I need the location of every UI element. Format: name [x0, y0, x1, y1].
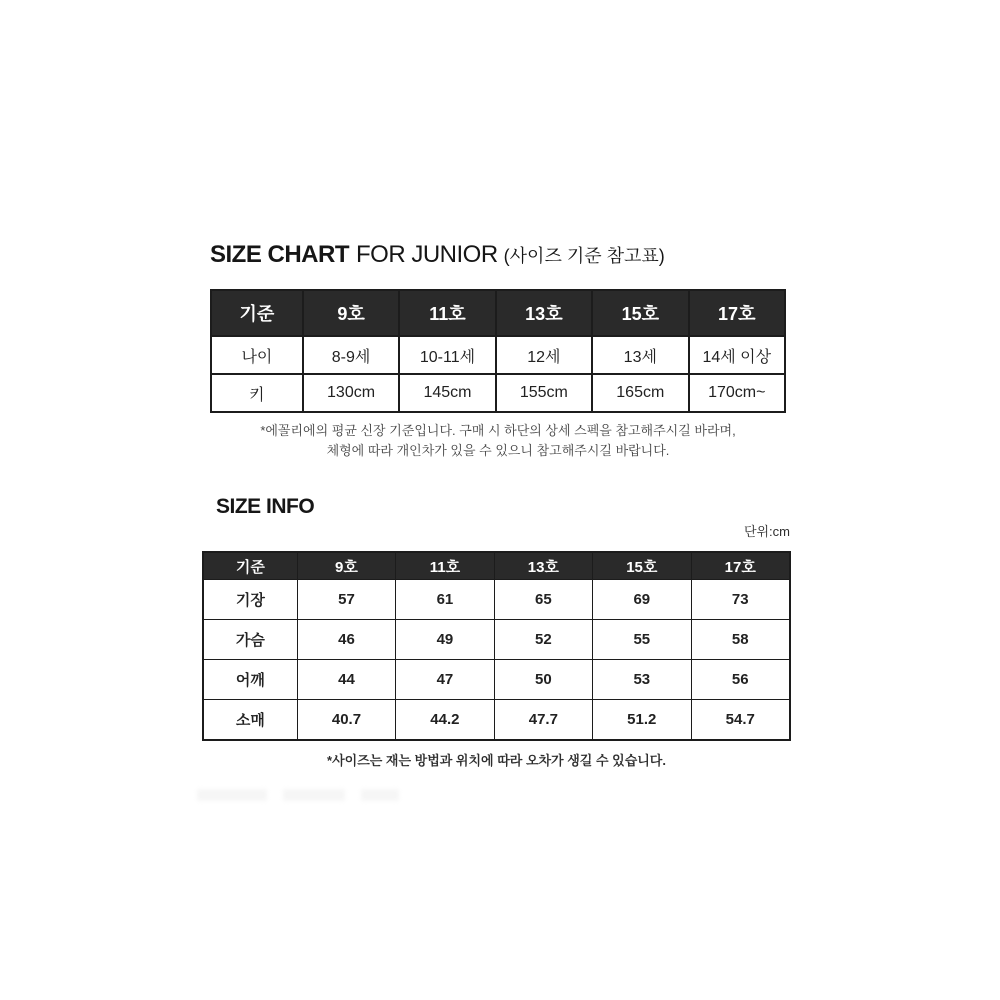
value-cell: 47	[396, 660, 494, 700]
value-cell: 73	[691, 580, 790, 620]
value-cell: 170cm~	[689, 374, 785, 412]
value-cell: 44.2	[396, 700, 494, 740]
value-cell: 53	[593, 660, 691, 700]
value-cell: 69	[593, 580, 691, 620]
title-korean: (사이즈 기준 참고표)	[503, 246, 665, 266]
value-cell: 40.7	[297, 700, 395, 740]
junior-size-table	[210, 289, 786, 413]
value-cell: 47.7	[494, 700, 592, 740]
header-cell: 11호	[396, 553, 494, 580]
value-cell: 10-11세	[399, 336, 495, 374]
value-cell: 130cm	[303, 374, 399, 412]
size-info-table	[203, 552, 790, 740]
size-info-header-row	[204, 553, 790, 580]
value-cell: 50	[494, 660, 592, 700]
header-cell: 11호	[399, 290, 495, 336]
table-row-shoulder	[204, 660, 790, 700]
junior-table-note	[210, 421, 786, 461]
header-cell: 9호	[303, 290, 399, 336]
value-cell: 8-9세	[303, 336, 399, 374]
header-cell: 17호	[689, 290, 785, 336]
size-info-note: *사이즈는 재는 방법과 위치에 따라 오차가 생길 수 있습니다.	[327, 753, 666, 768]
size-info-heading: SIZE INFO	[216, 495, 315, 518]
table-row-length	[204, 580, 790, 620]
value-cell: 12세	[496, 336, 592, 374]
value-cell: 52	[494, 620, 592, 660]
header-cell: 15호	[593, 553, 691, 580]
value-cell: 55	[593, 620, 691, 660]
value-cell: 57	[297, 580, 395, 620]
value-cell: 58	[691, 620, 790, 660]
row-label-cell: 가슴	[204, 620, 298, 660]
value-cell: 13세	[592, 336, 688, 374]
value-cell: 44	[297, 660, 395, 700]
value-cell: 51.2	[593, 700, 691, 740]
value-cell: 54.7	[691, 700, 790, 740]
row-label-cell: 기장	[204, 580, 298, 620]
page-title	[210, 241, 665, 269]
table-row-age	[211, 336, 785, 374]
header-cell: 9호	[297, 553, 395, 580]
header-cell: 13호	[496, 290, 592, 336]
value-cell: 56	[691, 660, 790, 700]
row-label-cell: 나이	[211, 336, 303, 374]
junior-table-header-row	[211, 290, 785, 336]
header-cell: 17호	[691, 553, 790, 580]
cropped-text-remnant	[197, 789, 399, 801]
value-cell: 61	[396, 580, 494, 620]
table-row-chest	[204, 620, 790, 660]
table-row-sleeve	[204, 700, 790, 740]
row-label-cell: 어깨	[204, 660, 298, 700]
value-cell: 155cm	[496, 374, 592, 412]
value-cell: 165cm	[592, 374, 688, 412]
row-label-cell: 소매	[204, 700, 298, 740]
title-sub: FOR JUNIOR	[356, 241, 498, 268]
row-label-cell: 키	[211, 374, 303, 412]
value-cell: 65	[494, 580, 592, 620]
header-cell: 15호	[592, 290, 688, 336]
title-main: SIZE CHART	[210, 241, 349, 268]
value-cell: 49	[396, 620, 494, 660]
value-cell: 14세 이상	[689, 336, 785, 374]
note-line: *에꼴리에의 평균 신장 기준입니다. 구매 시 하단의 상세 스펙을 참고해주시길 바라며,	[260, 423, 736, 438]
note-line: 체형에 따라 개인차가 있을 수 있으니 참고해주시길 바랍니다.	[326, 443, 670, 458]
table-row-height	[211, 374, 785, 412]
unit-label: 단위:cm	[743, 524, 790, 539]
header-cell: 13호	[494, 553, 592, 580]
header-cell: 기준	[204, 553, 298, 580]
header-cell: 기준	[211, 290, 303, 336]
value-cell: 46	[297, 620, 395, 660]
value-cell: 145cm	[399, 374, 495, 412]
